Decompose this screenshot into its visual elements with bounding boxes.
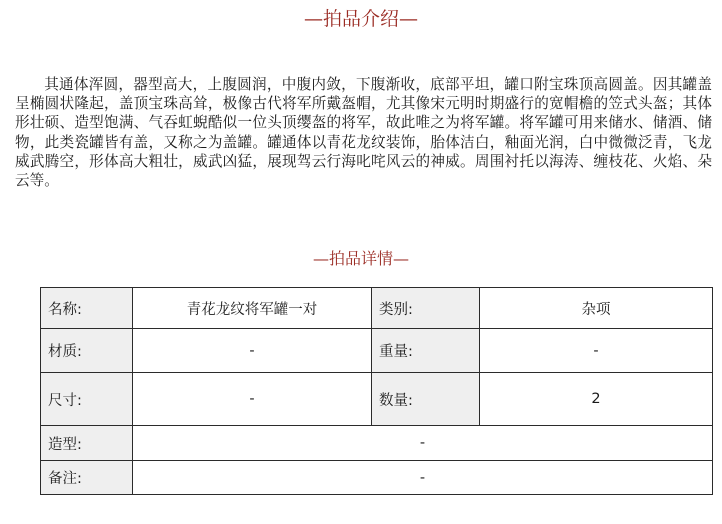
intro-section-title: —拍品介绍— [303,8,418,30]
shape-value: - [133,426,713,461]
table-row [41,288,713,329]
table-row [41,426,713,461]
table-row [41,373,713,426]
note-value: - [133,461,713,495]
weight-value: - [480,329,713,373]
material-label: 材质: [41,329,133,373]
size-value: - [133,373,372,426]
size-label: 尺寸: [41,373,133,426]
name-value: 青花龙纹将军罐一对 [133,288,372,329]
category-label: 类别: [372,288,480,329]
material-value: - [133,329,372,373]
shape-label: 造型: [41,426,133,461]
category-value: 杂项 [480,288,713,329]
details-table [40,287,713,495]
table-row [41,329,713,373]
details-section-title: —拍品详情— [312,249,409,268]
note-label: 备注: [41,461,133,495]
quantity-value: 2 [480,373,713,426]
intro-description: 其通体浑圆，器型高大，上腹圆润，中腹内敛，下腹渐收，底部平坦，罐口附宝珠顶高圆盖。因其罐盖呈椭圆状隆起，盖顶宝珠高耸，极像古代将军所戴盔帽，尤其像宋元明时期盛行的宽帽檐的笠式头盔；其体形壮硕、造型饱满、气吞虹蜺酷似一位头顶缨盔的将军，故此唯之为将军罐。将军罐可用来储水、储酒、储物，此类瓷罐皆有盖，又称之为盖罐。罐通体以青花龙纹装饰，胎体洁白，釉面光润，白中微微泛青，飞龙威武腾空，形体高大粗壮，威武凶猛，展现驾云行海叱咤风云的神威。周围衬托以海涛、缠枝花、火焰、朵云等。 [15,76,712,190]
table-row [41,461,713,495]
quantity-label: 数量: [372,373,480,426]
name-label: 名称: [41,288,133,329]
weight-label: 重量: [372,329,480,373]
